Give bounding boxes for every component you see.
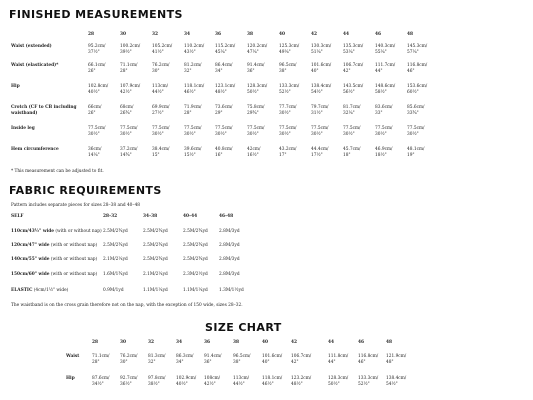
- cell: 60½": [407, 90, 419, 95]
- fabric-cell: 2.5M/2¾yd: [143, 229, 168, 234]
- size-chart-header: 46: [358, 340, 364, 345]
- cell: 48.1cm/: [407, 147, 425, 152]
- size-chart-cell: 34": [176, 360, 184, 365]
- cell: 37½": [88, 50, 100, 55]
- size-chart-header: 44: [328, 340, 334, 345]
- fabric-header: 40–44: [183, 214, 198, 219]
- cell: 52½": [279, 90, 291, 95]
- cell: 77.5cm/: [375, 126, 393, 131]
- size-chart-cell: 42": [291, 360, 299, 365]
- cell: 51¼": [311, 50, 323, 55]
- size-chart-cell: 101.6cm/: [262, 354, 283, 359]
- size-chart-cell: 76.2cm/: [120, 354, 138, 359]
- fabric-width-label: 150cm/60" wide: [11, 272, 50, 277]
- cell: 140.3cm/: [375, 44, 396, 49]
- size-chart-cell: 116.8cm/: [358, 354, 379, 359]
- fabric-cell: 2.5M/2¾yd: [103, 243, 128, 248]
- cell: 107.9cm/: [120, 84, 141, 89]
- fabric-cell: 1.6M/1¾yd: [103, 272, 128, 277]
- cell: 101.6cm/: [311, 63, 332, 68]
- cell: 30½": [88, 132, 100, 137]
- cell: 18": [343, 153, 351, 158]
- cell: 39.6cm/: [184, 147, 202, 152]
- cell: 38.4cm/: [152, 147, 170, 152]
- cell: 18½": [375, 153, 387, 158]
- size-chart-cell: 46": [358, 360, 366, 365]
- cell: 77.5cm/: [152, 126, 170, 131]
- size-chart-cell: 106.7cm/: [291, 354, 312, 359]
- size-chart-header: 28: [92, 340, 98, 345]
- cell: 91.4cm/: [247, 63, 265, 68]
- cell: 26": [88, 69, 96, 74]
- cell: 30½": [279, 132, 291, 137]
- cell: 73.6cm/: [215, 105, 233, 110]
- cell: 30½": [311, 132, 323, 137]
- size-chart-header: 32: [148, 340, 154, 345]
- size-header: 32: [152, 32, 158, 37]
- row-label: Waist (elasticated)*: [11, 63, 59, 68]
- cell: 96.5cm/: [279, 63, 297, 68]
- fabric-cell: 1.3M/1½yd: [219, 288, 244, 293]
- cell: 28": [184, 111, 192, 116]
- cell: 37.2cm/: [120, 147, 138, 152]
- cell: 100.2cm/: [120, 44, 141, 49]
- cell: 120.2cm/: [247, 44, 268, 49]
- row-label: waistband): [11, 111, 38, 116]
- size-chart-cell: 44": [328, 360, 336, 365]
- cell: 81.2cm/: [184, 63, 202, 68]
- cell: 39½": [120, 50, 132, 55]
- size-chart-cell: 133.3cm/: [358, 376, 379, 381]
- size-chart-cell: 30": [120, 360, 128, 365]
- cell: 30": [152, 69, 160, 74]
- size-chart-cell: 87.6cm/: [92, 376, 110, 381]
- size-chart-cell: 113cm/: [233, 376, 250, 381]
- fabric-nap-note: (with or without nap): [49, 257, 98, 262]
- size-chart-cell: 40": [262, 360, 270, 365]
- fabric-width-label: 110cm/43½" wide: [11, 229, 54, 234]
- fabric-width-label: 120cm/47" wide: [11, 243, 50, 248]
- size-chart-cell: 96.5cm/: [233, 354, 251, 359]
- cell: 133.3cm/: [279, 84, 300, 89]
- cell: 30½": [279, 111, 291, 116]
- size-chart-cell: 36½": [120, 382, 132, 387]
- cell: 46.9cm/: [375, 147, 393, 152]
- cell: 33": [375, 111, 383, 116]
- size-chart-header: 42: [291, 340, 297, 345]
- fabric-requirements-title: FABRIC REQUIREMENTS: [9, 184, 162, 197]
- cell: 32": [184, 69, 192, 74]
- fabric-cell: 2.1M/2¼yd: [103, 257, 128, 262]
- fabric-header: SELF: [11, 214, 24, 219]
- fabric-cell: 2.8M/3yd: [219, 257, 240, 262]
- fabric-cell: 2.5M/2¾yd: [143, 243, 168, 248]
- cell: 85.6cm/: [407, 105, 425, 110]
- cell: 106.7cm/: [343, 63, 364, 68]
- cell: 138.4cm/: [311, 84, 332, 89]
- cell: 56½": [343, 90, 355, 95]
- cell: 44.4cm/: [311, 147, 329, 152]
- fabric-intro: Pattern includes separate pieces for sizes 28–38 and 40–48: [11, 203, 141, 208]
- cell: 40½": [88, 90, 100, 95]
- cell: 66cm/: [88, 105, 102, 110]
- cell: 71.9cm/: [184, 105, 202, 110]
- cell: 118.1cm/: [184, 84, 205, 89]
- cell: 47¼": [247, 50, 259, 55]
- row-label: Inside leg: [11, 126, 35, 131]
- cell: 130.3cm/: [311, 44, 332, 49]
- fabric-cell: 0.9M/1yd: [103, 288, 124, 293]
- row-label: Hip: [11, 84, 20, 89]
- size-header: 30: [120, 32, 126, 37]
- fabric-header: 34–38: [143, 214, 158, 219]
- fabric-cell: 2.5M/2¾yd: [143, 257, 168, 262]
- size-chart-cell: 86.3cm/: [176, 354, 194, 359]
- cell: 68cm/: [120, 105, 134, 110]
- size-chart-row-label: Waist: [66, 354, 80, 359]
- size-chart-cell: 48½": [291, 382, 303, 387]
- fabric-cell: 1.1M/1¼yd: [183, 288, 208, 293]
- cell: 30½": [407, 132, 419, 137]
- cell: 102.8cm/: [88, 84, 109, 89]
- cell: 145.3cm/: [407, 44, 428, 49]
- fabric-cell: 2.5M/2¾yd: [183, 257, 208, 262]
- cell: 41½": [152, 50, 164, 55]
- size-header: 40: [279, 32, 285, 37]
- cell: 95.2cm/: [88, 44, 106, 49]
- cell: 115.2cm/: [215, 44, 236, 49]
- size-header: 34: [184, 32, 190, 37]
- size-chart-cell: 38": [233, 360, 241, 365]
- cell: 58½": [375, 90, 387, 95]
- cell: 45.7cm/: [343, 147, 361, 152]
- cell: 17½": [311, 153, 323, 158]
- size-chart-cell: 92.7cm/: [120, 376, 138, 381]
- fabric-row-label: [11, 288, 68, 294]
- size-header: 36: [215, 32, 221, 37]
- cell: 43½": [184, 50, 196, 55]
- size-chart-cell: 118.1cm/: [262, 376, 283, 381]
- cell: 71.1cm/: [120, 63, 138, 68]
- size-chart-cell: 71.1cm/: [92, 354, 110, 359]
- size-chart-cell: 44½": [233, 382, 245, 387]
- fabric-nap-note: (with or without nap): [49, 243, 98, 248]
- fabric-cell: 2.5M/2¾yd: [183, 243, 208, 248]
- cell: 30½": [215, 132, 227, 137]
- size-chart-cell: 46½": [262, 382, 274, 387]
- size-chart-title: SIZE CHART: [205, 321, 282, 334]
- fabric-nap-note: (with or without nap): [49, 272, 98, 277]
- size-chart-cell: 91.4cm/: [204, 354, 222, 359]
- size-chart-cell: 50½": [328, 382, 340, 387]
- size-chart-header: 34: [176, 340, 182, 345]
- cell: 14¾": [120, 153, 132, 158]
- finished-measurements-title: FINISHED MEASUREMENTS: [9, 8, 183, 21]
- cell: 77.5cm/: [184, 126, 202, 131]
- size-header: 42: [311, 32, 317, 37]
- cell: 44": [375, 69, 383, 74]
- cell: 54½": [311, 90, 323, 95]
- size-chart-cell: 121.9cm/: [386, 354, 407, 359]
- cell: 19": [407, 153, 415, 158]
- size-header: 48: [407, 32, 413, 37]
- cell: 40": [311, 69, 319, 74]
- cell: 55¼": [375, 50, 387, 55]
- cell: 113cm/: [152, 84, 169, 89]
- fabric-cell: 1.1M/1¼yd: [143, 288, 168, 293]
- size-chart-cell: 48": [386, 360, 394, 365]
- finished-note: * This measurement can be adjusted to fit.: [11, 169, 104, 174]
- size-chart-header: 40: [262, 340, 268, 345]
- size-chart-cell: 108cm/: [204, 376, 221, 381]
- cell: 26": [88, 111, 96, 116]
- cell: 125.3cm/: [279, 44, 300, 49]
- size-header: 38: [247, 32, 253, 37]
- cell: 135.3cm/: [343, 44, 364, 49]
- cell: 45¼": [215, 50, 227, 55]
- cell: 16": [215, 153, 223, 158]
- cell: 15½": [184, 153, 196, 158]
- fabric-row-label: [11, 257, 97, 263]
- cell: 44½": [152, 90, 164, 95]
- cell: 153.6cm/: [407, 84, 428, 89]
- cell: 48½": [215, 90, 227, 95]
- fabric-cell: 2.5M/2¾yd: [183, 229, 208, 234]
- size-chart-cell: 54½": [386, 382, 398, 387]
- cell: 57¼": [407, 50, 419, 55]
- cell: 46½": [184, 90, 196, 95]
- cell: 69.9cm/: [152, 105, 170, 110]
- cell: 43.2cm/: [279, 147, 297, 152]
- size-chart-header: 30: [120, 340, 126, 345]
- size-chart-cell: 123.2cm/: [291, 376, 312, 381]
- cell: 77.5cm/: [343, 126, 361, 131]
- fabric-width-label: ELASTIC: [11, 288, 33, 293]
- cell: 77.5cm/: [247, 126, 265, 131]
- size-header: 46: [375, 32, 381, 37]
- cell: 53¼": [343, 50, 355, 55]
- cell: 26¾": [120, 111, 132, 116]
- cell: 77.5cm/: [311, 126, 329, 131]
- size-chart-cell: 128.3cm/: [328, 376, 349, 381]
- cell: 79.7cm/: [311, 105, 329, 110]
- row-label: Hem circumference: [11, 147, 59, 152]
- cell: 32¼": [343, 111, 355, 116]
- size-chart-header: 48: [386, 340, 392, 345]
- cell: 42": [343, 69, 351, 74]
- size-chart-cell: 81.3cm/: [148, 354, 166, 359]
- cell: 123.1cm/: [215, 84, 236, 89]
- cell: 15": [152, 153, 160, 158]
- size-chart-cell: 36": [204, 360, 212, 365]
- cell: 143.5cm/: [343, 84, 364, 89]
- cell: 49¼": [279, 50, 291, 55]
- cell: 16½": [247, 153, 259, 158]
- cell: 29¾": [247, 111, 259, 116]
- size-chart-cell: 40½": [176, 382, 188, 387]
- cell: 148.6cm/: [375, 84, 396, 89]
- fabric-cell: 2.8M/3yd: [219, 229, 240, 234]
- cell: 30½": [375, 132, 387, 137]
- cell: 105.2cm/: [152, 44, 173, 49]
- cell: 30½": [343, 132, 355, 137]
- size-header: 44: [343, 32, 349, 37]
- size-chart-cell: 97.8cm/: [148, 376, 166, 381]
- cell: 86.4cm/: [215, 63, 233, 68]
- fabric-width-label: 140cm/55" wide: [11, 257, 50, 262]
- size-chart-cell: 42½": [204, 382, 216, 387]
- size-chart-cell: 111.8cm/: [328, 354, 349, 359]
- size-header: 28: [88, 32, 94, 37]
- cell: 34": [215, 69, 223, 74]
- fabric-row-label: [11, 243, 97, 249]
- fabric-cell: 2.1M/2¼yd: [143, 272, 168, 277]
- cell: 77.5cm/: [215, 126, 233, 131]
- fabric-row-label: [11, 272, 97, 278]
- cell: 38": [279, 69, 287, 74]
- cell: 111.7cm/: [375, 63, 396, 68]
- fabric-cell: 2.5M/2¾yd: [103, 229, 128, 234]
- cell: 77.5cm/: [279, 126, 297, 131]
- fabric-cell: 2.8M/3yd: [219, 272, 240, 277]
- cell: 30½": [247, 132, 259, 137]
- fabric-cell: 2.3M/2½yd: [183, 272, 208, 277]
- size-chart-cell: 28": [92, 360, 100, 365]
- cell: 30½": [152, 132, 164, 137]
- cell: 83.6cm/: [375, 105, 393, 110]
- cell: 31½": [311, 111, 323, 116]
- cell: 29": [215, 111, 223, 116]
- size-chart-header: 36: [204, 340, 210, 345]
- row-label: Crotch (CF to CB including: [11, 105, 77, 110]
- cell: 28": [120, 69, 128, 74]
- size-chart-cell: 38½": [148, 382, 160, 387]
- fabric-cell: 2.8M/3yd: [219, 243, 240, 248]
- cell: 33¾": [407, 111, 419, 116]
- cell: 27½": [152, 111, 164, 116]
- cell: 128.3cm/: [247, 84, 268, 89]
- cell: 30½": [184, 132, 196, 137]
- size-chart-cell: 34½": [92, 382, 104, 387]
- fabric-note: The waistband is on the cross grain therefore not on the nap, with the exception of 150 wide, sizes 28–32.: [11, 303, 243, 308]
- cell: 77.5cm/: [407, 126, 425, 131]
- size-chart-cell: 52½": [358, 382, 370, 387]
- size-chart-cell: 138.4cm/: [386, 376, 407, 381]
- cell: 42cm/: [247, 147, 261, 152]
- size-chart-cell: 32": [148, 360, 156, 365]
- cell: 116.8cm/: [407, 63, 428, 68]
- cell: 81.7cm/: [343, 105, 361, 110]
- cell: 77.7cm/: [279, 105, 297, 110]
- size-chart-header: 38: [233, 340, 239, 345]
- cell: 14¼": [88, 153, 100, 158]
- cell: 75.8cm/: [247, 105, 265, 110]
- size-chart-row-label: Hip: [66, 376, 75, 381]
- cell: 110.2cm/: [184, 44, 205, 49]
- fabric-row-label: [11, 229, 102, 235]
- cell: 17": [279, 153, 287, 158]
- cell: 77.5cm/: [88, 126, 106, 131]
- cell: 76.2cm/: [152, 63, 170, 68]
- cell: 77.5cm/: [120, 126, 138, 131]
- cell: 42½": [120, 90, 132, 95]
- fabric-header: 28–32: [103, 214, 118, 219]
- cell: 36": [247, 69, 255, 74]
- cell: 66.1cm/: [88, 63, 106, 68]
- fabric-nap-note: (with or without nap): [53, 229, 102, 234]
- cell: 36cm/: [88, 147, 102, 152]
- fabric-nap-note: (4cm/1½" wide): [32, 288, 69, 293]
- cell: 40.8cm/: [215, 147, 233, 152]
- fabric-header: 46–48: [219, 214, 234, 219]
- cell: 46": [407, 69, 415, 74]
- cell: 50½": [247, 90, 259, 95]
- cell: 30½": [120, 132, 132, 137]
- row-label: Waist (extended): [11, 44, 52, 49]
- size-chart-cell: 102.9cm/: [176, 376, 197, 381]
